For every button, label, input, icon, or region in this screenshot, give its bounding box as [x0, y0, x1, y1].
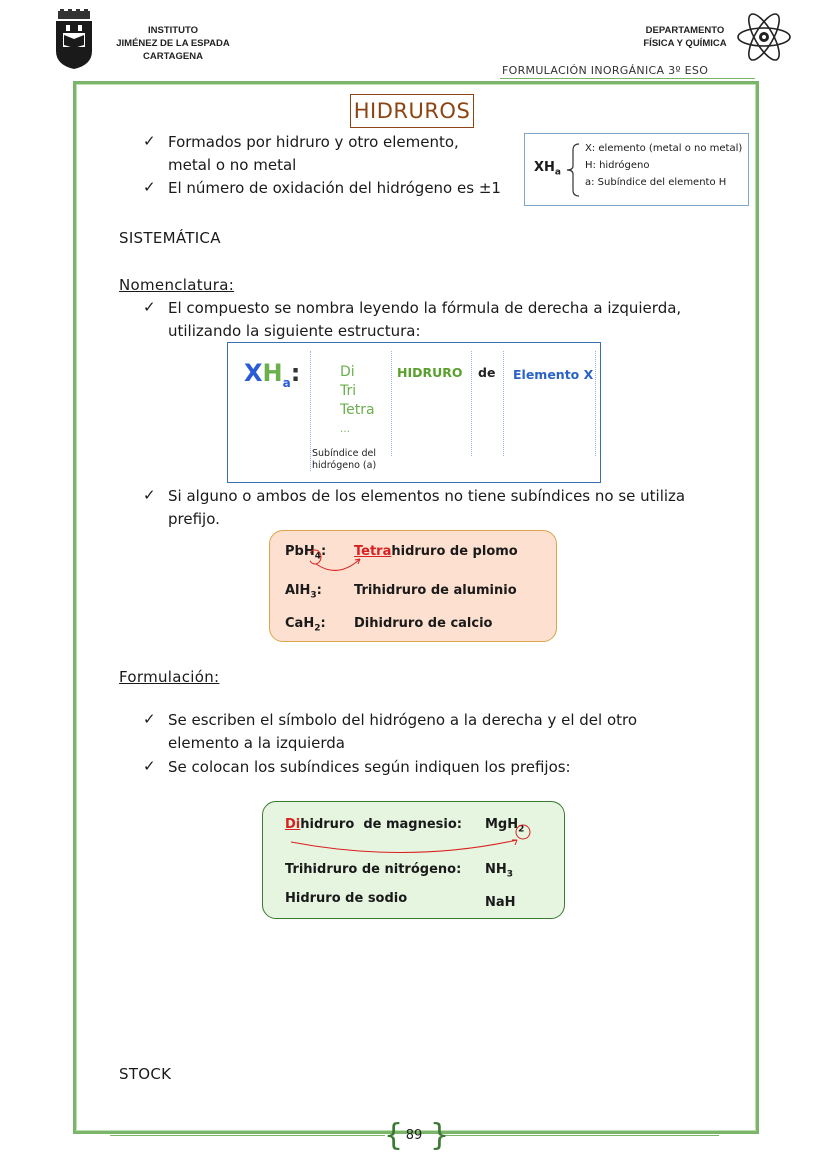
page-number: 89	[405, 1128, 423, 1143]
formulation-name-nah: Hidruro de sodio	[285, 891, 408, 906]
divider	[503, 351, 504, 456]
formulacion-bullet1-line2: elemento a la izquierda	[168, 734, 345, 752]
formulacion-bullet2: Se colocan los subíndices según indiquen los prefijos:	[168, 758, 571, 776]
school-name-line1: INSTITUTO	[148, 25, 198, 36]
divider	[391, 351, 392, 456]
example-name-cah2: Dihidruro de calcio	[354, 616, 493, 631]
divider	[595, 351, 596, 456]
structure-de: de	[478, 365, 496, 380]
nomenclature-examples-box	[269, 530, 557, 642]
section-heading-sistematica: SISTEMÁTICA	[119, 229, 221, 247]
arrow-icon	[287, 820, 537, 860]
prefix-tetra: Tetra	[340, 402, 375, 418]
legend-item-h: H: hidrógeno	[585, 160, 650, 171]
check-icon: ✓	[143, 486, 156, 504]
header-rule	[500, 78, 755, 79]
structure-element: Elemento X	[513, 367, 594, 382]
prefix-di: Di	[340, 364, 355, 380]
section-heading-stock: STOCK	[119, 1065, 172, 1083]
subheading-nomenclatura: Nomenclatura:	[119, 276, 235, 294]
prefix-list	[340, 363, 375, 439]
department-line1: DEPARTAMENTO	[645, 25, 725, 36]
prefix-tri: Tri	[340, 383, 357, 399]
example-formula-alh3: AlH$_3$:	[285, 583, 322, 601]
prefix-caption-line1: Subíndice del	[312, 448, 377, 459]
footer-rule-right	[444, 1135, 719, 1136]
check-icon: ✓	[143, 132, 156, 150]
structure-formula: $XH_a$:	[244, 359, 301, 390]
legend-formula: $XH_a$	[534, 160, 561, 178]
check-icon: ✓	[143, 757, 156, 775]
check-icon: ✓	[143, 178, 156, 196]
formulation-formula-nh3: $NH_3$	[485, 862, 514, 880]
page-title: HIDRUROS	[350, 94, 474, 128]
formulation-name-nh3: Trihidruro de nitrógeno:	[285, 862, 462, 877]
divider	[310, 351, 311, 471]
bracket-right-icon: }	[430, 1118, 450, 1153]
footer-rule-left	[110, 1135, 385, 1136]
legend-box	[524, 133, 749, 206]
formulacion-bullet1-line1: Se escriben el símbolo del hidrógeno a la derecha y el del otro	[168, 711, 638, 729]
formulation-formula-mgh2: MgH$_2$	[485, 817, 525, 835]
check-icon: ✓	[143, 710, 156, 728]
intro-bullet2: El número de oxidación del hidrógeno es ±1	[168, 179, 501, 197]
structure-box	[227, 342, 601, 483]
department-line2: FÍSICA Y QUÍMICA	[643, 38, 727, 49]
bracket-left-icon: {	[384, 1118, 404, 1153]
nomenclatura-bullet2-line1: Si alguno o ambos de los elementos no tiene subíndices no se utiliza	[168, 487, 686, 505]
check-icon: ✓	[143, 298, 156, 316]
example-name-alh3: Trihidruro de aluminio	[354, 583, 517, 598]
intro-bullet1-line1: Formados por hidruro y otro elemento,	[168, 133, 459, 151]
prefix-ellipsis: …	[340, 424, 350, 435]
example-formula-cah2: CaH$_2$:	[285, 616, 326, 634]
atom-icon	[735, 8, 793, 66]
structure-hidruro: HIDRURO	[397, 365, 463, 380]
nomenclatura-bullet1-line2: utilizando la siguiente estructura:	[168, 322, 421, 340]
school-name-line3: CARTAGENA	[143, 51, 203, 62]
example-name-pbh4: Tetrahidruro de plomo	[354, 544, 518, 559]
subject-label: FORMULACIÓN INORGÁNICA 3º ESO	[502, 64, 709, 77]
formulation-name-mgh2: Dihidruro de magnesio:	[285, 817, 462, 832]
formulation-examples-box	[262, 801, 565, 919]
legend-item-x: X: elemento (metal o no metal)	[585, 143, 743, 154]
school-name-line2: JIMÉNEZ DE LA ESPADA	[116, 38, 230, 49]
nomenclatura-bullet1-line1: El compuesto se nombra leyendo la fórmula de derecha a izquierda,	[168, 299, 682, 317]
subheading-formulacion: Formulación:	[119, 668, 220, 686]
prefix-caption	[312, 448, 376, 472]
example-formula-pbh4: PbH$_4$:	[285, 544, 327, 562]
prefix-caption-line2: hidrógeno (a)	[312, 460, 377, 471]
formulation-formula-nah: NaH	[485, 895, 516, 910]
intro-bullet1-line2: metal o no metal	[168, 156, 297, 174]
school-crest-icon	[52, 9, 96, 71]
nomenclatura-bullet2-line2: prefijo.	[168, 510, 220, 528]
brace-icon	[565, 142, 583, 198]
divider	[471, 351, 472, 456]
legend-item-a: a: Subíndice del elemento H	[585, 177, 727, 188]
